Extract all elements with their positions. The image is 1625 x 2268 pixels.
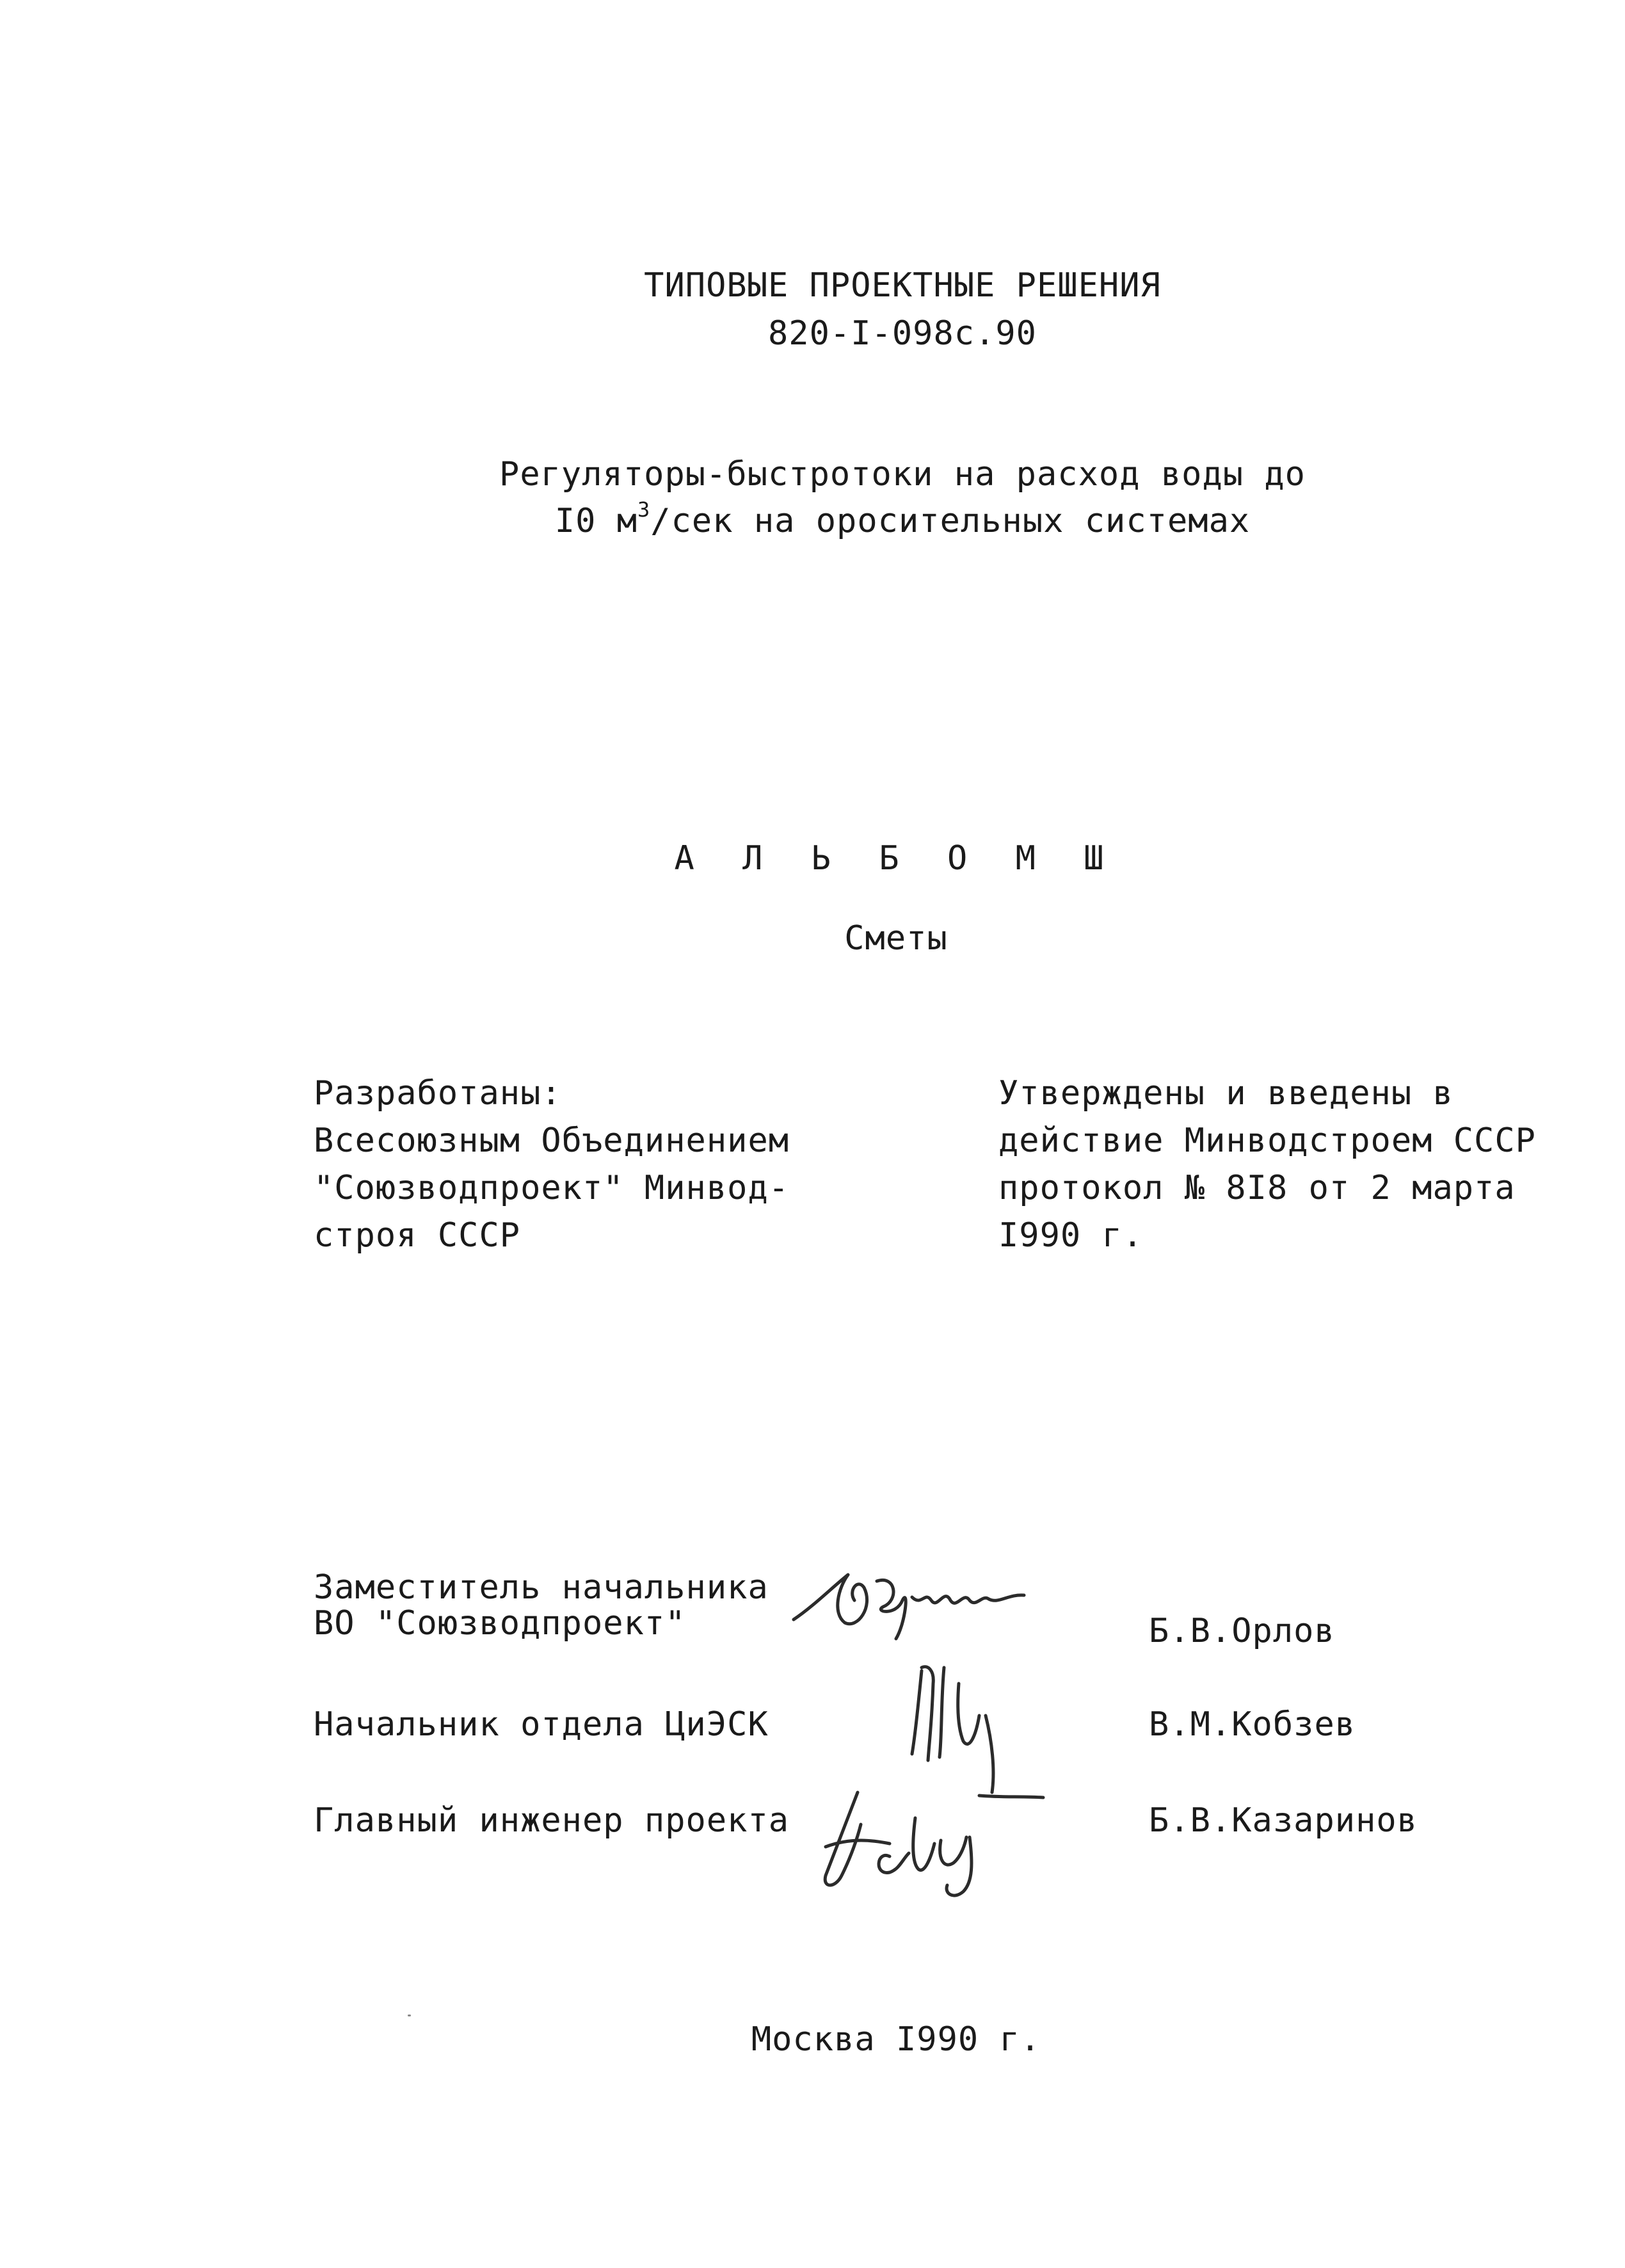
approved-line: протокол № 8I8 от 2 марта xyxy=(998,1169,1516,1207)
signatory-title: Заместитель начальника xyxy=(314,1568,769,1607)
signature-image xyxy=(787,1562,1030,1658)
signatory-title: Главный инженер проекта xyxy=(314,1801,790,1840)
approved-line: действие Минводстроем СССР xyxy=(998,1122,1536,1160)
title-line-2-prefix: I0 м xyxy=(554,502,638,540)
developed-line: Всесоюзным Объединением xyxy=(314,1122,790,1160)
developed-line: "Союзводпроект" Минвод- xyxy=(314,1169,790,1207)
signatory-title: Начальник отдела ЦиЭСК xyxy=(314,1705,769,1744)
developed-line: строя СССР xyxy=(314,1216,521,1255)
approved-line: I990 г. xyxy=(998,1216,1144,1255)
album-subtitle: Сметы xyxy=(844,919,948,958)
document-title-line-2 xyxy=(416,498,1389,544)
series-title: ТИПОВЫЕ ПРОЕКТНЫЕ РЕШЕНИЯ xyxy=(644,266,1161,305)
signatory-name: Б.В.Казаринов xyxy=(1149,1801,1418,1840)
place-and-year: Москва I990 г. xyxy=(751,2020,1041,2059)
title-line-2-suffix: /сек на оросительных системах xyxy=(650,502,1251,540)
signature-image xyxy=(813,1780,1024,1901)
developed-line: Разработаны: xyxy=(314,1074,562,1113)
approved-line: Утверждены и введены в xyxy=(998,1074,1453,1113)
signatory-name: Б.В.Орлов xyxy=(1149,1612,1335,1650)
document-title-line-1: Регуляторы-быстротоки на расход воды до xyxy=(499,455,1306,494)
signatory-title: ВО "Союзводпроект" xyxy=(314,1604,686,1643)
signatory-name: В.М.Кобзев xyxy=(1149,1705,1356,1744)
title-superscript: 3 xyxy=(637,497,651,522)
album-heading: А Л Ь Б О М Ш xyxy=(674,839,1118,878)
document-code: 820-I-098с.90 xyxy=(768,314,1037,353)
scan-speck xyxy=(408,2015,411,2016)
